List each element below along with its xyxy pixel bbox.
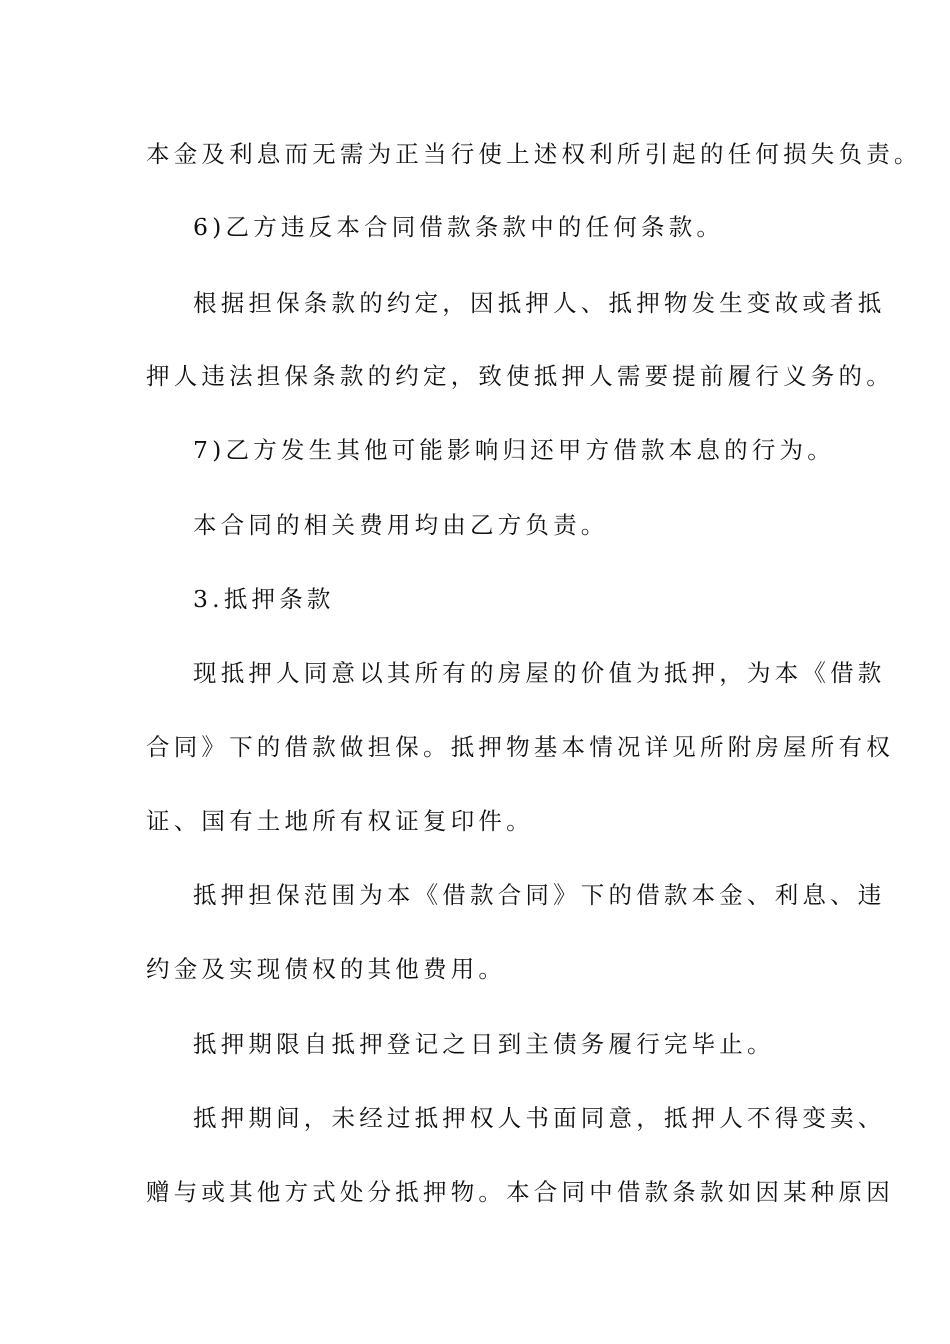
text-line: 根据担保条款的约定，因抵押人、抵押物发生变故或者抵 (193, 289, 886, 317)
text-line: 赠与或其他方式处分抵押物。本合同中借款条款如因某种原因 (146, 1178, 894, 1206)
text-line: 7)乙方发生其他可能影响归还甲方借款本息的行为。 (193, 436, 835, 464)
text-line: 抵押期间，未经过抵押权人书面同意，抵押人不得变卖、 (193, 1104, 886, 1132)
text-line: 抵押担保范围为本《借款合同》下的借款本金、利息、违 (193, 881, 886, 909)
section-heading: 3.抵押条款 (193, 585, 335, 613)
text-line: 证、国有土地所有权证复印件。 (146, 807, 534, 835)
text-line: 押人违法担保条款的约定，致使抵押人需要提前履行义务的。 (146, 362, 894, 390)
text-line: 本金及利息而无需为正当行使上述权利所引起的任何损失负责。 (146, 140, 922, 168)
text-line: 抵押期限自抵押登记之日到主债务履行完毕止。 (193, 1030, 775, 1058)
text-line: 6)乙方违反本合同借款条款中的任何条款。 (193, 213, 725, 241)
text-line: 约金及实现债权的其他费用。 (146, 955, 507, 983)
text-line: 现抵押人同意以其所有的房屋的价值为抵押，为本《借款 (193, 659, 886, 687)
text-line: 本合同的相关费用均由乙方负责。 (193, 511, 609, 539)
text-line: 合同》下的借款做担保。抵押物基本情况详见所附房屋所有权 (146, 733, 894, 761)
